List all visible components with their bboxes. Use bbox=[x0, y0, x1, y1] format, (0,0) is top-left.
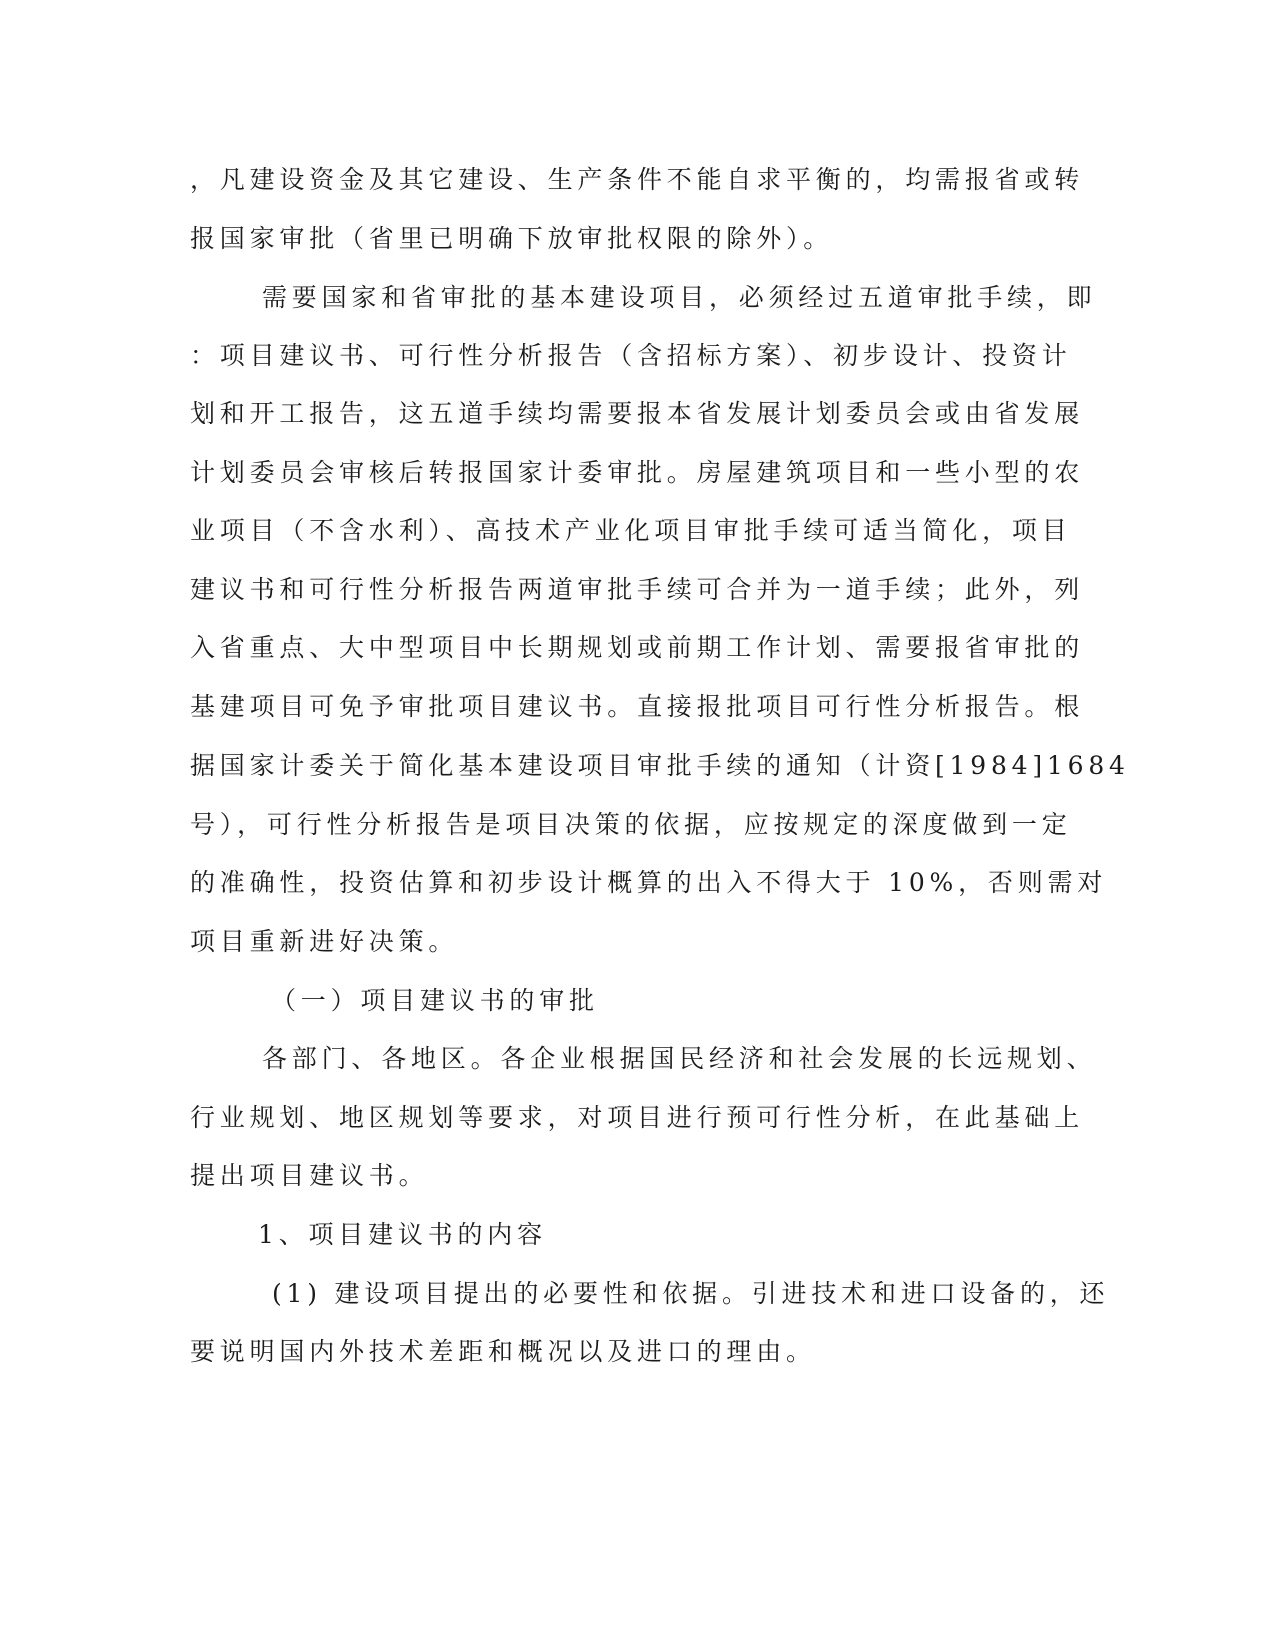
paragraph-line: 业项目（不含水利）、高技术产业化项目审批手续可适当简化，项目 bbox=[190, 516, 1072, 545]
paragraph-line: ，凡建设资金及其它建设、生产条件不能自求平衡的，均需报省或转 bbox=[190, 165, 1085, 194]
paragraph-line: ：项目建议书、可行性分析报告（含招标方案）、初步设计、投资计 bbox=[190, 341, 1072, 370]
subsection-heading: 1、项目建议书的内容 bbox=[258, 1220, 547, 1249]
paragraph-line: 计划委员会审核后转报国家计委审批。房屋建筑项目和一些小型的农 bbox=[190, 458, 1085, 487]
paragraph-line: 项目重新进好决策。 bbox=[190, 927, 459, 956]
list-item-line: (1) 建设项目提出的必要性和依据。引进技术和进口设备的，还 bbox=[272, 1279, 1110, 1308]
section-heading: （一）项目建议书的审批 bbox=[271, 986, 599, 1015]
paragraph-line: 号），可行性分析报告是项目决策的依据，应按规定的深度做到一定 bbox=[190, 810, 1072, 839]
paragraph-line: 的准确性，投资估算和初步设计概算的出入不得大于 10%，否则需对 bbox=[190, 868, 1108, 897]
paragraph-line: 入省重点、大中型项目中长期规划或前期工作计划、需要报省审批的 bbox=[190, 633, 1085, 662]
paragraph-line: 报国家审批（省里已明确下放审批权限的除外）。 bbox=[190, 224, 834, 253]
paragraph-line: 划和开工报告，这五道手续均需要报本省发展计划委员会或由省发展 bbox=[190, 399, 1085, 428]
paragraph-line: 基建项目可免予审批项目建议书。直接报批项目可行性分析报告。根 bbox=[190, 692, 1085, 721]
list-item-line: 要说明国内外技术差距和概况以及进口的理由。 bbox=[190, 1337, 816, 1366]
paragraph-line: 建议书和可行性分析报告两道审批手续可合并为一道手续；此外，列 bbox=[190, 575, 1085, 604]
paragraph-line: 行业规划、地区规划等要求，对项目进行预可行性分析，在此基础上 bbox=[190, 1103, 1085, 1132]
paragraph-line: 据国家计委关于简化基本建设项目审批手续的通知（计资[1984]1684 bbox=[190, 751, 1130, 780]
paragraph-line: 提出项目建议书。 bbox=[190, 1161, 429, 1190]
paragraph-line: 各部门、各地区。各企业根据国民经济和社会发展的长远规划、 bbox=[262, 1044, 1097, 1073]
paragraph-line: 需要国家和省审批的基本建设项目，必须经过五道审批手续，即 bbox=[262, 283, 1097, 312]
